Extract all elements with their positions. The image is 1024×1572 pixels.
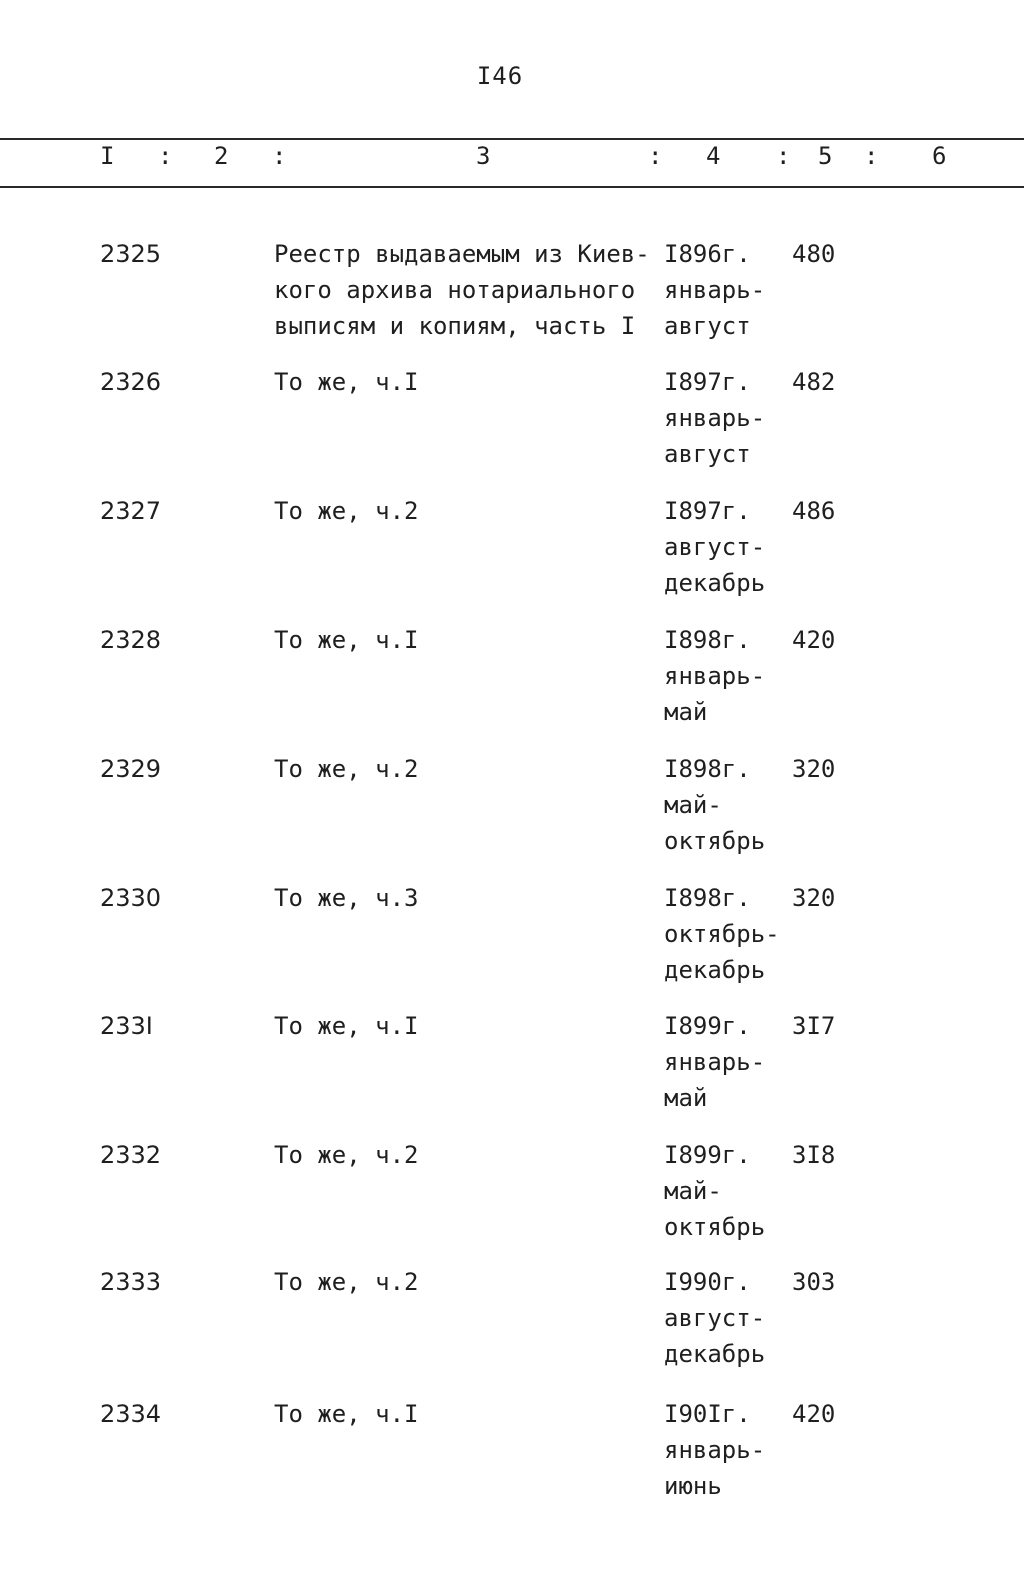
page-count: 482 <box>792 368 836 396</box>
case-title: То же, ч.I <box>274 1400 419 1428</box>
header-separator: : <box>864 142 879 170</box>
header-separator: : <box>272 142 287 170</box>
page-count: 320 <box>792 755 836 783</box>
case-dates: I899г. январь- май <box>664 1012 766 1112</box>
header-bottom-rule <box>0 186 1024 188</box>
header-col-1: I <box>100 142 115 170</box>
header-top-rule <box>0 138 1024 140</box>
case-number: 233I <box>100 1012 153 1040</box>
case-number: 2333 <box>100 1268 162 1296</box>
case-title: Реестр выдаваемым из Киев- кого архива нотариального выписям и копиям, часть I <box>274 240 650 340</box>
case-number: 2334 <box>100 1400 162 1428</box>
case-dates: I990г. август- декабрь <box>664 1268 766 1368</box>
header-separator: : <box>158 142 173 170</box>
case-number: 2330 <box>100 884 162 912</box>
page-count: 3I7 <box>792 1012 836 1040</box>
page-count: 480 <box>792 240 836 268</box>
case-dates: I897г. январь- август <box>664 368 766 468</box>
header-separator: : <box>776 142 791 170</box>
case-number: 2328 <box>100 626 162 654</box>
case-dates: I898г. январь- май <box>664 626 766 726</box>
case-title: То же, ч.I <box>274 1012 419 1040</box>
case-dates: I897г. август- декабрь <box>664 497 766 597</box>
case-dates: I899г. май- октябрь <box>664 1141 766 1241</box>
case-title: То же, ч.2 <box>274 1268 419 1296</box>
case-title: То же, ч.2 <box>274 755 419 783</box>
page-number: I46 <box>476 62 524 90</box>
case-dates: I898г. октябрь- декабрь <box>664 884 780 984</box>
header-col-2: 2 <box>214 142 229 170</box>
case-title: То же, ч.3 <box>274 884 419 912</box>
case-title: То же, ч.I <box>274 368 419 396</box>
header-col-6: 6 <box>932 142 947 170</box>
header-col-4: 4 <box>706 142 721 170</box>
case-title: То же, ч.I <box>274 626 419 654</box>
case-dates: I896г. январь- август <box>664 240 766 340</box>
page-count: 486 <box>792 497 836 525</box>
case-dates: I90Iг. январь- июнь <box>664 1400 766 1500</box>
case-dates: I898г. май- октябрь <box>664 755 766 855</box>
page-count: 420 <box>792 1400 836 1428</box>
page-count: 320 <box>792 884 836 912</box>
page-count: 3I8 <box>792 1141 836 1169</box>
case-title: То же, ч.2 <box>274 497 419 525</box>
header-separator: : <box>648 142 663 170</box>
page-count: 420 <box>792 626 836 654</box>
case-title: То же, ч.2 <box>274 1141 419 1169</box>
case-number: 2325 <box>100 240 162 268</box>
header-col-5: 5 <box>818 142 833 170</box>
case-number: 2329 <box>100 755 162 783</box>
case-number: 2332 <box>100 1141 162 1169</box>
header-col-3: 3 <box>476 142 491 170</box>
page-count: 303 <box>792 1268 836 1296</box>
case-number: 2326 <box>100 368 162 396</box>
case-number: 2327 <box>100 497 162 525</box>
